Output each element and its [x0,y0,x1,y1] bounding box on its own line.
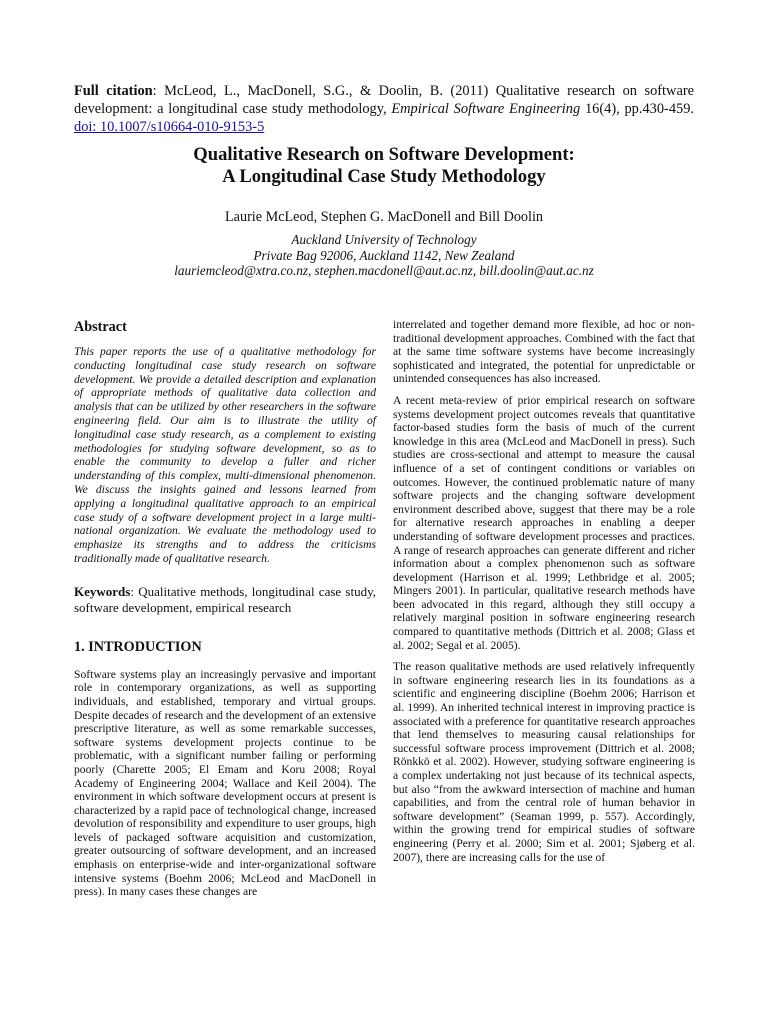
affiliation-emails: lauriemcleod@xtra.co.nz, stephen.macdonell@aut.ac.nz, bill.doolin@aut.ac.nz [174,263,594,278]
introduction-paragraph-4: The reason qualitative methods are used relatively infrequently in software engineering research lies in its foundations as a scientific and engineering discipline (Boehm 2006; Harrison et al. 1999). An inherited technical interest in improving practice is associated with a preference for quantitative research approaches that lend themselves to measuring causal relationships for successful software process improvement (Dittrich et al. 2008; Rönkkö et al. 2002). However, studying software engineering is a complex undertaking not just because of its technical aspects, but also “from the awkward intersection of machine and human capabilities, and from the central role of human behavior in software development” (Seaman 1999, p. 557). Accordingly, within the growing trend for empirical studies of software engineering (Perry et al. 2000; Sim et al. 2001; Sjøberg et al. 2007), there are increasing calls for the use of [393,660,695,864]
affiliation-address: Private Bag 92006, Auckland 1142, New Zealand [253,247,515,263]
author-affiliation [74,232,694,279]
introduction-paragraph-2: interrelated and together demand more flexible, ad hoc or non-traditional development approaches. Combined with the fact that at the same time software systems have become increasingly sophisticated and integrated, the potential for unpredictable or unintended consequences has also increased. [393,318,695,386]
doi-link[interactable]: doi: 10.1007/s10664-010-9153-5 [74,119,265,136]
keywords [74,584,376,617]
keywords-label: Keywords [74,583,131,599]
abstract-heading: Abstract [74,319,127,335]
citation-text: : McLeod, L., MacDonell, S.G., & Doolin, B. (2011) Qualitative research on software development: a longitudinal case study methodology, [74,83,695,118]
author-list: Laurie McLeod, Stephen G. MacDonell and Bill Doolin [225,209,543,225]
introduction-heading: 1. INTRODUCTION [74,638,202,655]
title-line-2: A Longitudinal Case Study Methodology [222,166,546,187]
full-citation [74,82,694,136]
right-column [393,318,695,872]
paper-title [74,144,694,188]
introduction-paragraph-3: A recent meta-review of prior empirical research on software systems development project outcomes reveals that quantitative factor-based studies form the basis of much of the current knowledge in this area (McLeod and MacDonell in press). Such studies are cross-sectional and attempt to measure the causal influence of a set of contingent conditions or variables on outcomes. However, the continued problematic nature of many software projects and the changing software development environment described above, suggest that there may be a role for alternative research approaches in enabling a deeper understanding of software development processes and practices. A range of research approaches can generate different and richer information about a complex phenomenon such as software development (Harrison et al. 1999; Lethbridge et al. 2005; Mingers 2001). In particular, qualitative research methods have been advocated in this regard, although they still occupy a relatively marginal position in software engineering research compared to quantitative methods (Dittrich et al. 2008; Glass et al. 2002; Segal et al. 2005). [393,393,695,652]
affiliation-institution: Auckland University of Technology [291,232,477,247]
keywords-text: : Qualitative methods, longitudinal case study, software development, empirical research [74,583,376,616]
citation-volume-pages: 16(4), pp.430-459. [580,101,695,118]
abstract-text: This paper reports the use of a qualitative methodology for conducting longitudinal case study research on software development. We provide a detailed description and explanation of appropriate methods of qualitative data collection and analysis that can be utilized by other researchers in the software engineering field. Our aim is to illustrate the utility of longitudinal case study research, as a complement to existing methodologies for studying software development, so as to enable the community to develop a fuller and richer understanding of this complex, multi-dimensional phenomenon. We discuss the insights gained and lessons learned from applying a longitudinal qualitative approach to an empirical case study of a software development project in a large multi-national organization. We evaluate the methodology used to emphasize its strengths and to address the criticisms traditionally made of qualitative research. [74,345,376,565]
left-column [74,318,376,907]
introduction-paragraph-1: Software systems play an increasingly pervasive and important role in contemporary organizations, as well as supporting individuals, and established, temporary and virtual groups. Despite decades of research and the development of an extensive prescriptive literature, as well as some remarkable successes, software systems development projects continue to be problematic, with a significant number failing or performing poorly (Charette 2005; El Emam and Koru 2008; Royal Academy of Engineering 2004; Wallace and Keil 2004). The environment in which software development occurs at present is characterized by a rapid pace of technological change, increased devolution of responsibility and expenditure to user groups, high levels of packaged software acquisition and customization, greater outsourcing of software development, and an increased emphasis on enterprise-wide and inter-organizational software intensive systems (Boehm 2006; McLeod and MacDonell in press). In many cases these changes are [74,667,376,899]
citation-journal: Empirical Software Engineering [391,101,581,118]
citation-label: Full citation [74,83,153,100]
title-line-1: Qualitative Research on Software Development: [193,144,575,165]
